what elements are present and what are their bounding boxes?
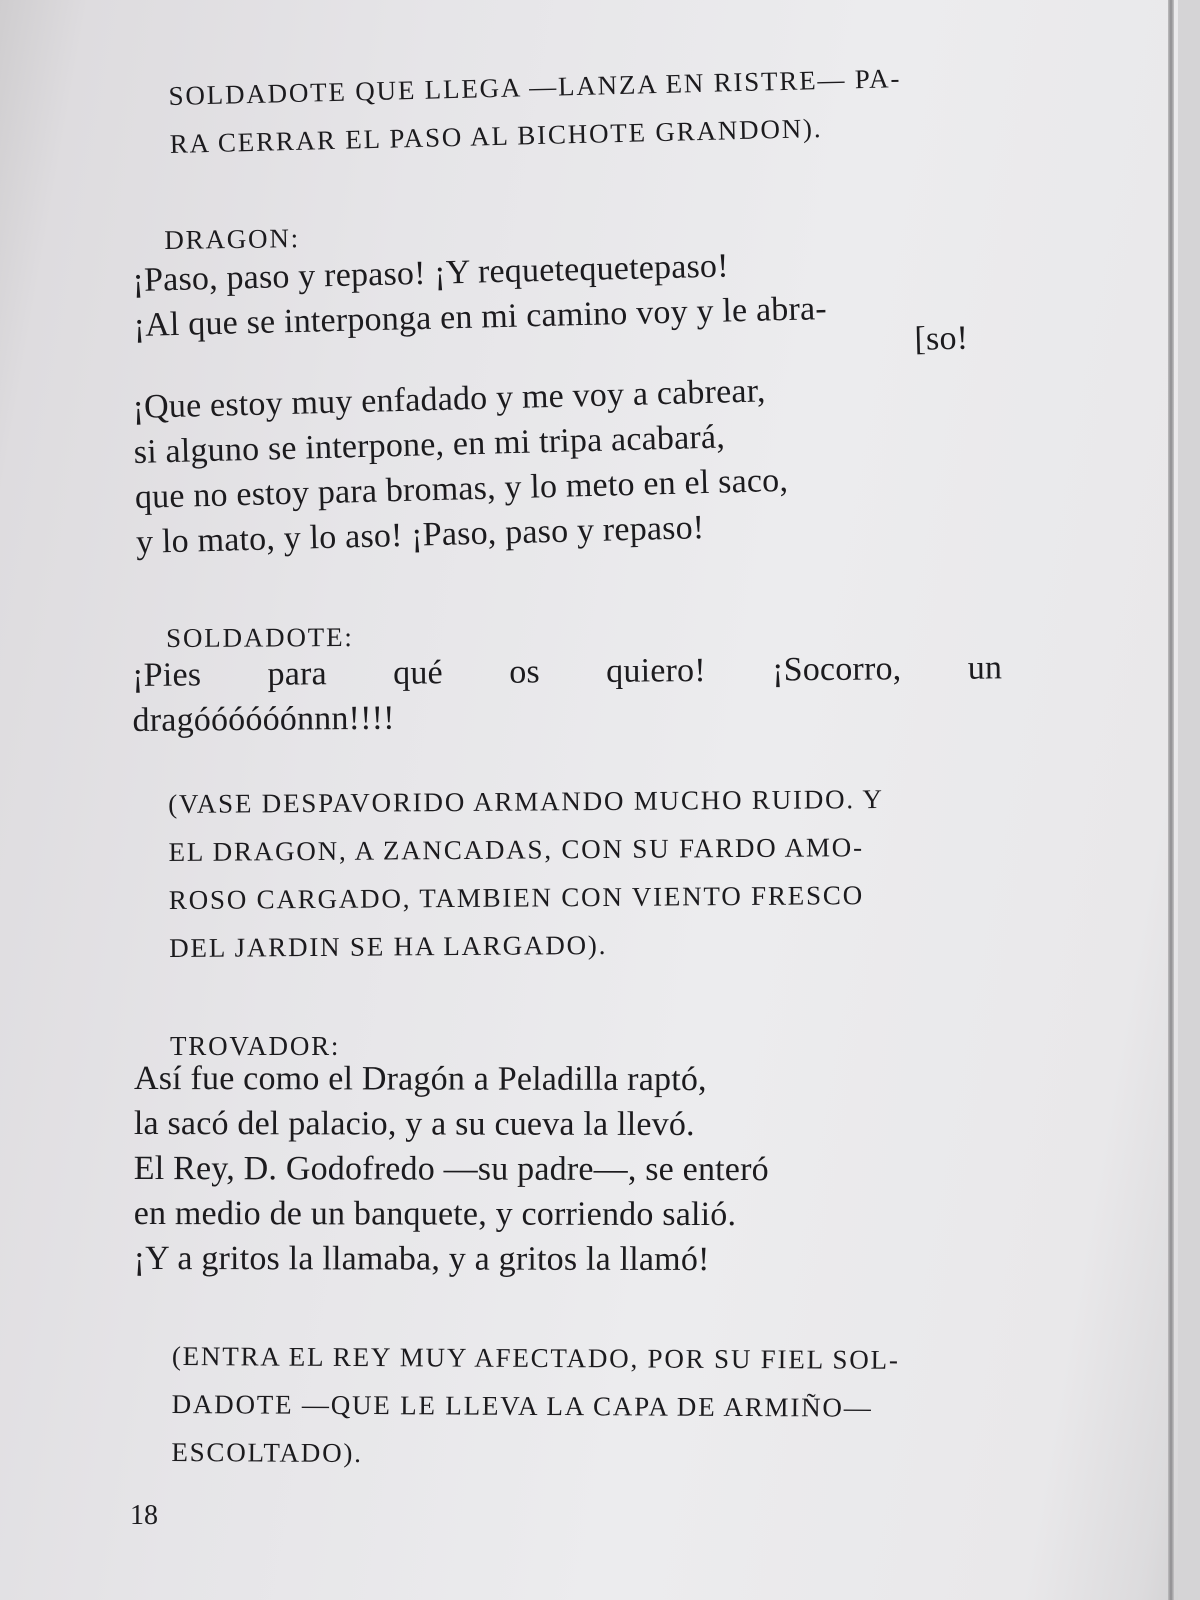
stage-direction-line: (ENTRA EL REY MUY AFECTADO, POR SU FIEL SOL- [171, 1340, 900, 1375]
verse-line: dragóóóóóónnn!!!! [132, 699, 395, 739]
stage-direction-line: EL DRAGON, A ZANCADAS, CON SU FARDO AMO- [168, 832, 864, 867]
stage-direction-top [168, 54, 903, 168]
trovador-verse [134, 1056, 1014, 1283]
stage-direction-line: SOLDADOTE QUE LLEGA —LANZA EN RISTRE— PA- [168, 63, 902, 111]
verse-line: ¡Que estoy muy enfadado y me voy a cabrear, [132, 372, 767, 426]
soldadote-verse [132, 645, 1003, 743]
stage-direction-line: ROSO CARGADO, TAMBIEN CON VIENTO FRESCO [168, 880, 865, 915]
stage-direction-line: DEL JARDIN SE HA LARGADO). [169, 929, 608, 963]
verse-line: ¡Y a gritos la llamaba, y a gritos la llamó! [133, 1239, 710, 1279]
verse-continuation: [so! [914, 319, 969, 358]
stage-direction-line: ESCOLTADO). [171, 1436, 363, 1469]
verse-word: quiero! [606, 651, 706, 690]
verse-word: para [267, 655, 328, 693]
stage-direction-line: (VASE DESPAVORIDO ARMANDO MUCHO RUIDO. Y [168, 784, 884, 819]
verse-line: la sacó del palacio, y a su cueva la llevó. [133, 1104, 695, 1143]
verse-line: si alguno se interpone, en mi tripa acabará, [133, 418, 726, 471]
verse-word: qué [393, 654, 444, 692]
speaker-label: TROVADOR: [170, 1031, 341, 1061]
speaker-label: SOLDADOTE: [166, 622, 354, 653]
verse-word: ¡Socorro, [771, 650, 902, 689]
stage-direction-bottom [171, 1332, 1032, 1481]
verse-line: en medio de un banquete, y corriendo salió. [133, 1194, 737, 1234]
verse-line: El Rey, D. Godofredo —su padre—, se enteró [133, 1149, 769, 1189]
verse-line: Así fue como el Dragón a Peladilla raptó, [133, 1060, 707, 1098]
verse-line: y lo mato, y lo aso! ¡Paso, paso y repaso! [135, 509, 705, 561]
stage-direction-line: RA CERRAR EL PASO AL BICHOTE GRANDON). [169, 113, 823, 159]
verse-line: que no estoy para bromas, y lo meto en el saco, [134, 461, 789, 516]
verse-line-justified [132, 645, 1002, 698]
stage-direction-middle [168, 774, 1009, 972]
verse-line: ¡Paso, paso y repaso! ¡Y requetequetepaso! [132, 247, 730, 299]
speaker-label: DRAGON: [164, 223, 301, 255]
dragon-verse-b [132, 362, 1006, 565]
stage-direction-line: DADOTE —QUE LE LLEVA LA CAPA DE ARMIÑO— [171, 1388, 873, 1423]
verse-line: ¡Al que se interponga en mi camino voy y le abra- [133, 290, 828, 344]
verse-word: un [967, 649, 1003, 687]
page-number: 18 [130, 1500, 158, 1531]
verse-word: ¡Pies [132, 656, 202, 694]
verse-word: os [509, 653, 541, 691]
